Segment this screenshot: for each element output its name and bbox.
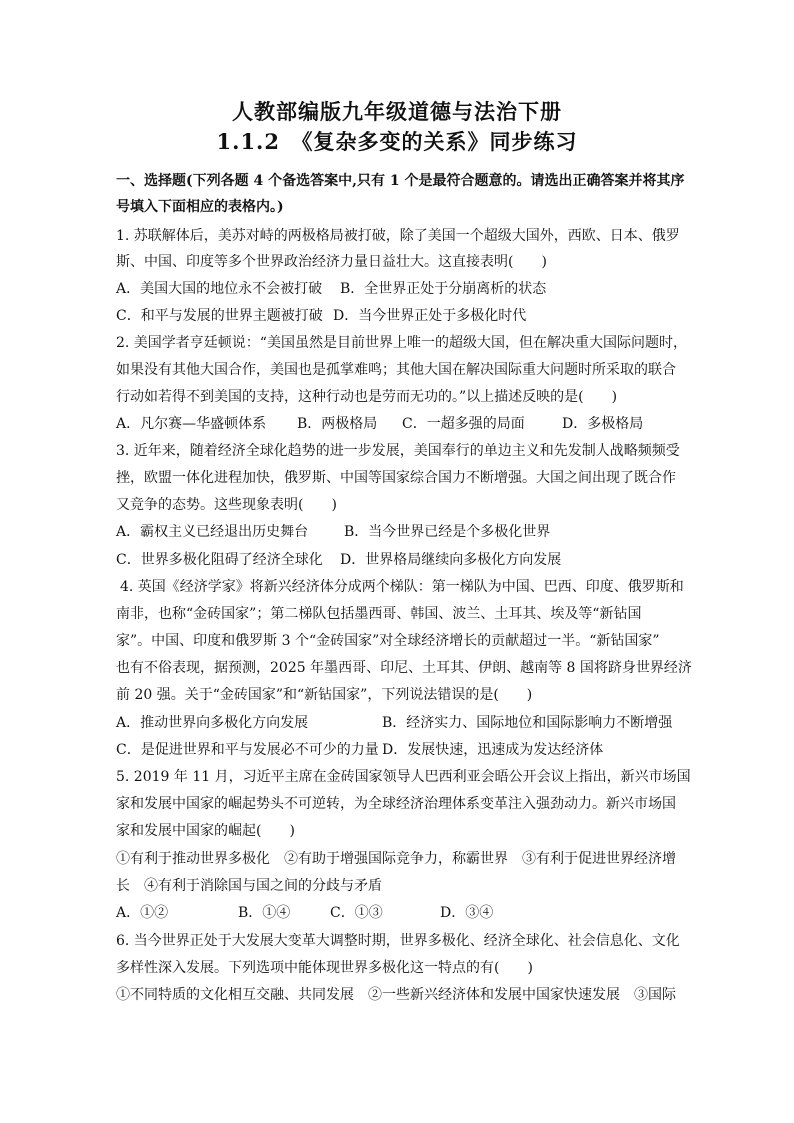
question-4-text-cont: 南非，也称“金砖国家”；第二梯队包括墨西哥、韩国、波兰、土耳其、埃及等“新钻国 bbox=[116, 606, 642, 622]
question-3-option-c: C．世界多极化阻碍了经济全球化 bbox=[116, 552, 323, 568]
question-5-statements: ①有利于推动世界多极化 ②有助于增强国际竞争力，称霸世界 ③有利于促进世界经济增 bbox=[116, 851, 676, 867]
question-5-option-b: B．①④ bbox=[238, 905, 291, 921]
question-5-option-d: D．③④ bbox=[440, 905, 494, 921]
question-6-text-cont: 多样性深入发展。下列选项中能体现世界多极化这一特点的有( ) bbox=[116, 960, 533, 976]
question-2-text-cont: 行动如若得不到美国的支持，这种行动也是劳而无功的。”以上描述反映的是( ) bbox=[116, 389, 618, 405]
question-3-option-d: D．世界格局继续向多极化方向发展 bbox=[340, 552, 562, 568]
question-5-text: 5. 2019 年 11 月，习近平主席在金砖国家领导人巴西利亚会晤公开会议上指出，新兴市场国 bbox=[116, 769, 691, 785]
document-title: 人教部编版九年级道德与法治下册 bbox=[232, 99, 562, 124]
question-4-option-a: A．推动世界向多极化方向发展 bbox=[116, 715, 309, 731]
question-3-option-a: A．霸权主义已经退出历史舞台 bbox=[116, 524, 309, 540]
document-subtitle: 1.1.2 《复杂多变的关系》同步练习 bbox=[216, 129, 578, 154]
question-5-option-c: C．①③ bbox=[330, 905, 383, 921]
question-1-text: 1. 苏联解体后，美苏对峙的两极格局被打破，除了美国一个超级大国外，西欧、日本、俄罗 bbox=[116, 228, 680, 244]
question-4-option-d: D．发展快速，迅速成为发达经济体 bbox=[382, 742, 604, 758]
question-2-option-b: B．两极格局 bbox=[297, 416, 378, 432]
question-3-text: 3. 近年来，随着经济全球化趋势的进一步发展，美国奉行的单边主义和先发制人战略频频受 bbox=[116, 443, 680, 459]
question-3-text-cont: 又竞争的态势。这些现象表明( ) bbox=[116, 497, 337, 513]
question-4-option-c: C．是促进世界和平与发展必不可少的力量 bbox=[116, 742, 379, 758]
question-4-text-cont: 也有不俗表现，据预测，2025 年墨西哥、印尼、土耳其、伊朗、越南等 8 国将跻身世界经济 bbox=[116, 660, 692, 676]
question-2-option-c: C．一超多强的局面 bbox=[402, 416, 525, 432]
question-5-text-cont: 家和发展中国家的崛起( ) bbox=[116, 823, 295, 839]
question-2-text: 2. 美国学者亨廷顿说：“美国虽然是目前世界上唯一的超级大国，但在解决重大国际问题时， bbox=[116, 335, 687, 351]
question-1-option-a: A．美国大国的地位永不会被打破 bbox=[116, 281, 323, 297]
question-2-option-d: D．多极格局 bbox=[562, 416, 644, 432]
question-1-option-d: D．当今世界正处于多极化时代 bbox=[333, 308, 527, 324]
question-1-option-b: B．全世界正处于分崩离析的状态 bbox=[340, 281, 547, 297]
question-4-text: 4. 英国《经济学家》将新兴经济体分成两个梯队：第一梯队为中国、巴西、印度、俄罗斯和 bbox=[120, 579, 684, 595]
question-3-option-b: B．当今世界已经是个多极化世界 bbox=[344, 524, 551, 540]
question-5-text-cont: 家和发展中国家的崛起势头不可逆转，为全球经济治理体系变革注入强劲动力。新兴市场国 bbox=[116, 796, 676, 812]
section-heading-cont: 号填入下面相应的表格内。) bbox=[116, 199, 284, 215]
question-4-option-b: B．经济实力、国际地位和国际影响力不断增强 bbox=[382, 715, 673, 731]
question-1-text-cont: 斯、中国、印度等多个世界政治经济力量日益壮大。这直接表明( ) bbox=[116, 254, 547, 270]
question-4-text-cont: 前 20 强。关于“金砖国家”和“新钻国家”，下列说法错误的是( ) bbox=[116, 687, 533, 703]
question-6-text: 6. 当今世界正处于大发展大变革大调整时期，世界多极化、经济全球化、社会信息化、文化 bbox=[116, 933, 680, 949]
question-1-option-c: C．和平与发展的世界主题被打破 bbox=[116, 308, 323, 324]
question-5-statements-cont: 长 ④有利于消除国与国之间的分歧与矛盾 bbox=[116, 878, 382, 894]
question-2-text-cont: 如果没有其他大国合作，美国也是孤掌难鸣；其他大国在解决国际重大问题时所采取的联合 bbox=[116, 362, 676, 378]
question-2-option-a: A．凡尔赛—华盛顿体系 bbox=[116, 416, 267, 432]
section-heading: 一、选择题(下列各题 4 个备选答案中,只有 1 个是最符合题意的。请选出正确答案并将其序 bbox=[116, 173, 685, 189]
question-6-statements: ①不同特质的文化相互交融、共同发展 ②一些新兴经济体和发展中国家快速发展 ③国际 bbox=[116, 987, 676, 1003]
question-4-text-cont: 家”。中国、印度和俄罗斯 3 个“金砖国家”对全球经济增长的贡献超过一半。“新钻国家” bbox=[116, 633, 660, 649]
question-3-text-cont: 挫，欧盟一体化进程加快，俄罗斯、中国等国家综合国力不断增强。大国之间出现了既合作 bbox=[116, 470, 676, 486]
question-5-option-a: A．①② bbox=[116, 905, 169, 921]
